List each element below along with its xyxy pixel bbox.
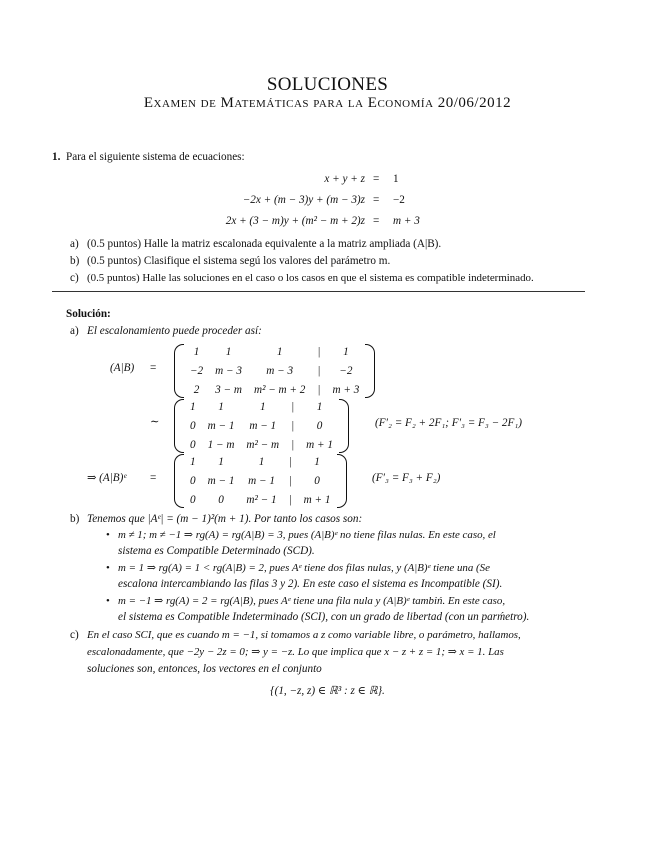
matrix-cell: 1: [193, 345, 200, 358]
matrix-1-right-paren: [365, 344, 375, 398]
matrix-cell: 1: [259, 400, 266, 413]
matrix-cell: |: [291, 400, 295, 413]
part-b-label: b): [70, 255, 80, 267]
case-3-line-2: el sistema es Compatible Indeterminado (SCI), con un grado de libertad (con un parḿetro).: [118, 611, 530, 623]
solution-b-intro: Tenemos que |Aᵉ| = (m − 1)²(m + 1). Por tanto los casos son:: [87, 513, 363, 525]
matrix-3-equals: =: [150, 472, 157, 484]
solution-a-label: a): [70, 325, 79, 337]
solution-c-line-2: escalonadamente, que −2y − 2z = 0; ⇒ y = −z. Lo que implica que x − z + z = 1; ⇒ x = 1. Las: [87, 646, 504, 658]
solution-heading: Solución:: [66, 308, 111, 320]
case-1-line-1: • m ≠ 1; m ≠ −1 ⇒ rg(A) = rg(A|B) = 3, pues (A|B)ᵉ no tiene filas nulas. En este caso, el: [118, 528, 496, 542]
matrix-1-label: (A|B): [110, 362, 135, 374]
matrix-cell: −2: [190, 364, 204, 377]
solution-c-line-3: soluciones son, entonces, los vectores en el conjunto: [87, 663, 322, 675]
matrix-cell: m² − m: [246, 438, 280, 451]
matrix-cell: 0: [314, 474, 320, 487]
matrix-cell: 0: [316, 419, 323, 432]
matrix-row: [184, 471, 337, 490]
matrix-row: [184, 490, 337, 509]
matrix-cell: 0: [190, 438, 196, 451]
matrix-3-left-paren: [174, 454, 184, 508]
matrix-row: [184, 416, 339, 435]
case-1-line-2: sistema es Compatible Determinado (SCD).: [118, 545, 315, 557]
row-operations-2: (F′₃ = F₃ + F₂): [372, 472, 441, 484]
matrix-cell: m − 3: [215, 364, 242, 377]
row-operations-1: (F′₂ = F₂ + 2F₁; F′₃ = F₃ − 2F₁): [375, 417, 522, 429]
matrix-cell: m − 3: [266, 364, 294, 377]
matrix-cell: |: [288, 493, 292, 506]
matrix-cell: −2: [339, 364, 353, 377]
matrix-cell: 1: [258, 455, 265, 468]
case-3-line-1: • m = −1 ⇒ rg(A) = 2 = rg(A|B), pues Aᵉ tiene una fila nula y (A|B)ᵉ tambiń. En este caso,: [118, 594, 505, 608]
part-c-label: c): [70, 272, 79, 284]
equation-lhs-3: 2x + (3 − m)y + (m² − m + 2)z: [225, 215, 365, 227]
matrix-cell: 0: [190, 419, 196, 432]
matrix-cell: |: [288, 455, 292, 468]
solution-b-label: b): [70, 513, 80, 525]
matrix-row: [184, 452, 337, 471]
equivalence-symbol: ∼: [150, 416, 160, 428]
part-b-text: (0.5 puntos) Clasifique el sistema segú los valores del parámetro m.: [87, 255, 391, 267]
matrix-cell: 1: [314, 455, 320, 468]
solution-a-intro: El escalonamiento puede proceder así:: [87, 325, 262, 337]
equation-lhs-1: x + y + z: [324, 173, 365, 185]
matrix-cell: 0: [190, 493, 196, 506]
matrix-cell: 3 − m: [215, 383, 242, 396]
matrix-1: [174, 342, 375, 399]
section-divider: [52, 291, 585, 292]
matrix-1-equals: =: [150, 362, 157, 374]
matrix-cell: |: [317, 364, 321, 377]
matrix-row: [184, 342, 365, 361]
matrix-cell: m − 1: [248, 474, 275, 487]
matrix-cell: m + 1: [306, 438, 333, 451]
matrix-2: [174, 397, 349, 454]
matrix-2-right-paren: [339, 399, 349, 453]
solution-set: {(1, −z, z) ∈ ℝ³ : z ∈ ℝ}.: [270, 685, 385, 697]
matrix-cell: 0: [218, 493, 224, 506]
problem-number: 1.: [52, 151, 61, 163]
equation-eq-3: =: [373, 215, 380, 227]
matrix-cell: |: [291, 419, 295, 432]
page-subtitle: Examen de Matemáticas para la Economía 20/06/2012: [143, 95, 512, 111]
matrix-cell: 1: [276, 345, 283, 358]
problem-intro: Para el siguiente sistema de ecuaciones:: [66, 151, 245, 163]
page-title: SOLUCIONES: [266, 74, 389, 95]
solution-c-line-1: En el caso SCI, que es cuando m = −1, si tomamos a z como variable libre, o parámetro, hallamos,: [87, 629, 521, 641]
part-a-text: (0.5 puntos) Halle la matriz escalonada equivalente a la matriz ampliada (A|B).: [87, 238, 442, 250]
part-c-text: (0.5 puntos) Halle las soluciones en el caso o los casos en que el sistema es compatible indeterminado.: [87, 272, 534, 284]
matrix-cell: |: [288, 474, 292, 487]
equation-rhs-2: −2: [393, 194, 405, 206]
case-2-line-2: escalona intercambiando las filas 3 y 2). En este caso el sistema es Incompatible (SI).: [118, 578, 503, 590]
matrix-cell: m − 1: [207, 419, 235, 432]
matrix-cell: 1: [343, 345, 349, 358]
matrix-cell: m − 1: [207, 474, 235, 487]
matrix-cell: 1: [225, 345, 232, 358]
matrix-2-left-paren: [174, 399, 184, 453]
matrix-3-right-paren: [337, 454, 347, 508]
equation-eq-1: =: [373, 173, 380, 185]
matrix-row: [184, 361, 365, 380]
matrix-3: [174, 452, 347, 509]
matrix-cell: 1: [190, 455, 196, 468]
matrix-row: [184, 397, 339, 416]
matrix-cell: m + 3: [332, 383, 360, 396]
matrix-cell: 1: [190, 400, 196, 413]
matrix-3-label: ⇒ (A|B)ᵉ: [87, 472, 127, 484]
matrix-cell: |: [317, 345, 321, 358]
matrix-cell: 1: [218, 400, 224, 413]
equation-rhs-1: 1: [393, 173, 399, 185]
part-a-label: a): [70, 238, 79, 250]
matrix-cell: |: [317, 383, 321, 396]
matrix-cell: m² − 1: [246, 493, 277, 506]
matrix-1-left-paren: [174, 344, 184, 398]
matrix-cell: |: [291, 438, 295, 451]
equation-eq-2: =: [373, 194, 380, 206]
matrix-cell: m² − m + 2: [253, 383, 306, 396]
matrix-cell: 1: [316, 400, 323, 413]
matrix-cell: 1 − m: [207, 438, 235, 451]
solution-c-label: c): [70, 629, 79, 641]
matrix-cell: 2: [193, 383, 200, 396]
equation-rhs-3: m + 3: [393, 215, 420, 227]
matrix-cell: m + 1: [303, 493, 331, 506]
equation-lhs-2: −2x + (m − 3)y + (m − 3)z: [242, 194, 365, 206]
matrix-cell: 1: [218, 455, 224, 468]
matrix-cell: 0: [190, 474, 196, 487]
matrix-cell: m − 1: [249, 419, 277, 432]
case-2-line-1: • m = 1 ⇒ rg(A) = 1 < rg(A|B) = 2, pues Aᵉ tiene dos filas nulas, y (A|B)ᵉ tiene una (Se: [118, 561, 490, 575]
